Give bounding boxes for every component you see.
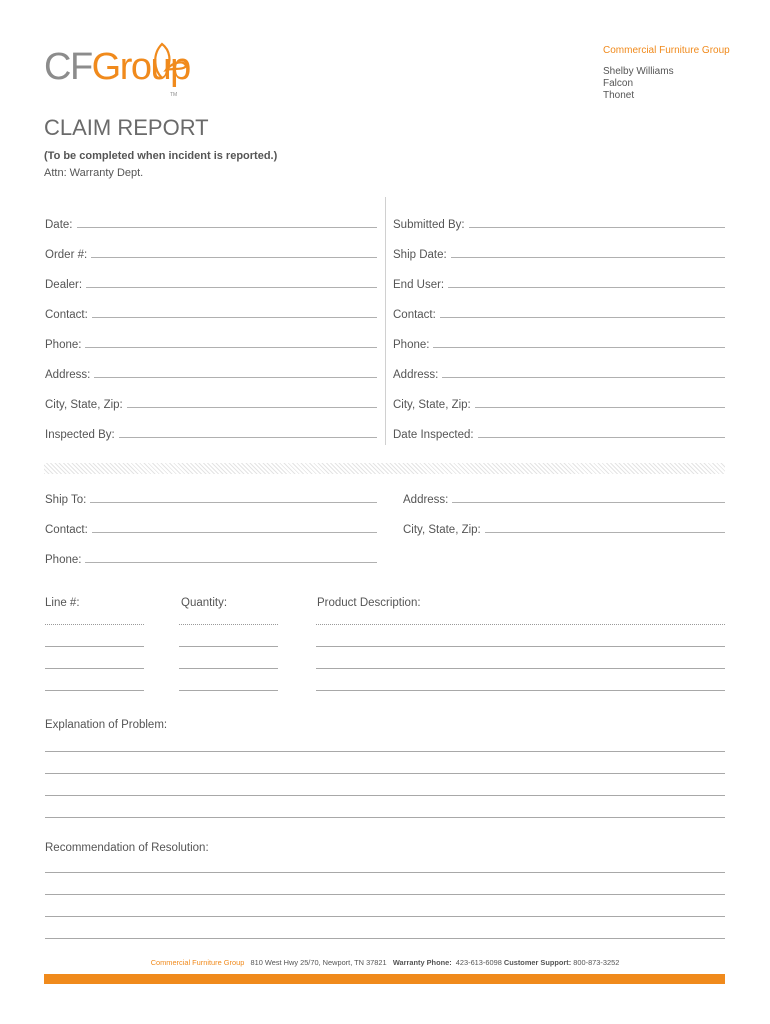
end-user-phone-label: Phone: — [393, 339, 430, 351]
order-number-field[interactable] — [45, 247, 377, 263]
logo-suffix: Group — [91, 46, 190, 88]
resolution-line-2[interactable] — [45, 894, 725, 895]
end-user-line[interactable] — [448, 277, 725, 288]
city-state-zip-line[interactable] — [127, 397, 377, 408]
quantity-row-1[interactable] — [179, 624, 278, 625]
contact-label: Contact: — [45, 309, 88, 321]
footer-support-label: Customer Support: — [503, 958, 572, 967]
end-user-field[interactable] — [393, 277, 725, 293]
ship-to-line[interactable] — [90, 492, 377, 503]
submitted-by-field[interactable] — [393, 217, 725, 233]
brand-shelby-williams: Shelby Williams — [603, 66, 674, 77]
line-number-header: Line #: — [45, 597, 80, 609]
end-user-address-label: Address: — [393, 369, 439, 381]
phone-label: Phone: — [45, 339, 82, 351]
explanation-line-3[interactable] — [45, 795, 725, 796]
quantity-row-4[interactable] — [179, 690, 278, 691]
footer-company: Commercial Furniture Group — [150, 958, 245, 967]
explanation-label: Explanation of Problem: — [45, 719, 168, 731]
date-line[interactable] — [77, 217, 378, 228]
product-description-header: Product Description: — [317, 597, 421, 609]
end-user-city-state-zip-label: City, State, Zip: — [393, 399, 471, 411]
inspected-by-label: Inspected By: — [45, 429, 115, 441]
date-inspected-field[interactable] — [393, 427, 725, 443]
ship-date-field[interactable] — [393, 247, 725, 263]
inspected-by-field[interactable] — [45, 427, 377, 443]
footer-warranty-phone: 423-613-6098 — [455, 958, 502, 967]
ship-city-state-zip-label: City, State, Zip: — [403, 524, 481, 536]
ship-phone-label: Phone: — [45, 554, 82, 566]
inspected-by-line[interactable] — [119, 427, 377, 438]
quantity-row-2[interactable] — [179, 646, 278, 647]
end-user-contact-label: Contact: — [393, 309, 436, 321]
ship-contact-label: Contact: — [45, 524, 88, 536]
resolution-label: Recommendation of Resolution: — [45, 842, 209, 854]
footer-accent-bar — [44, 974, 725, 984]
end-user-address-line[interactable] — [442, 367, 725, 378]
section-separator — [44, 463, 725, 474]
ship-to-field[interactable] — [45, 492, 377, 508]
ship-address-field[interactable] — [403, 492, 725, 508]
line-number-row-2[interactable] — [45, 646, 144, 647]
ship-date-label: Ship Date: — [393, 249, 447, 261]
end-user-city-state-zip-line[interactable] — [475, 397, 725, 408]
column-divider — [385, 197, 386, 445]
logo-prefix: CF — [44, 46, 92, 88]
order-number-line[interactable] — [91, 247, 377, 258]
footer-warranty-label: Warranty Phone: — [392, 958, 452, 967]
description-row-2[interactable] — [316, 646, 725, 647]
ship-to-label: Ship To: — [45, 494, 87, 506]
address-field[interactable] — [45, 367, 377, 383]
explanation-line-4[interactable] — [45, 817, 725, 818]
form-subtitle: (To be completed when incident is reported.) — [44, 150, 278, 162]
contact-line[interactable] — [92, 307, 377, 318]
end-user-contact-field[interactable] — [393, 307, 725, 323]
brand-thonet: Thonet — [603, 90, 635, 101]
ship-city-state-zip-field[interactable] — [403, 522, 725, 538]
ship-phone-line[interactable] — [85, 552, 377, 563]
description-row-3[interactable] — [316, 668, 725, 669]
end-user-address-field[interactable] — [393, 367, 725, 383]
end-user-phone-field[interactable] — [393, 337, 725, 353]
brand-falcon: Falcon — [603, 78, 634, 89]
footer-contact-line — [0, 958, 770, 967]
ship-contact-field[interactable] — [45, 522, 377, 538]
dealer-field[interactable] — [45, 277, 377, 293]
contact-field[interactable] — [45, 307, 377, 323]
line-number-row-4[interactable] — [45, 690, 144, 691]
attn-line: Attn: Warranty Dept. — [44, 167, 144, 179]
submitted-by-line[interactable] — [469, 217, 725, 228]
date-inspected-line[interactable] — [478, 427, 725, 438]
line-number-row-1[interactable] — [45, 624, 144, 625]
city-state-zip-label: City, State, Zip: — [45, 399, 123, 411]
footer-support-phone: 800-873-3252 — [573, 958, 620, 967]
ship-address-line[interactable] — [452, 492, 725, 503]
company-name: Commercial Furniture Group — [603, 45, 730, 56]
ship-contact-line[interactable] — [92, 522, 377, 533]
ship-phone-field[interactable] — [45, 552, 377, 568]
address-label: Address: — [45, 369, 91, 381]
submitted-by-label: Submitted By: — [393, 219, 465, 231]
phone-field[interactable] — [45, 337, 377, 353]
quantity-row-3[interactable] — [179, 668, 278, 669]
page-title: CLAIM REPORT — [44, 115, 209, 140]
explanation-line-2[interactable] — [45, 773, 725, 774]
phone-line[interactable] — [85, 337, 377, 348]
date-inspected-label: Date Inspected: — [393, 429, 474, 441]
end-user-city-state-zip-field[interactable] — [393, 397, 725, 413]
trademark-mark: TM — [170, 92, 178, 98]
footer-address: 810 West Hwy 25/70, Newport, TN 37821 — [250, 958, 387, 967]
quantity-header: Quantity: — [181, 597, 228, 609]
resolution-line-3[interactable] — [45, 916, 725, 917]
dealer-label: Dealer: — [45, 279, 83, 291]
date-label: Date: — [45, 219, 73, 231]
line-number-row-3[interactable] — [45, 668, 144, 669]
butterfly-logo-icon — [140, 40, 190, 82]
ship-city-state-zip-line[interactable] — [485, 522, 725, 533]
order-number-label: Order #: — [45, 249, 88, 261]
ship-address-label: Address: — [403, 494, 449, 506]
city-state-zip-field[interactable] — [45, 397, 377, 413]
resolution-line-1[interactable] — [45, 872, 725, 873]
date-field[interactable] — [45, 217, 377, 233]
explanation-line-1[interactable] — [45, 751, 725, 752]
ship-date-line[interactable] — [451, 247, 725, 258]
description-row-4[interactable] — [316, 690, 725, 691]
description-row-1[interactable] — [316, 624, 725, 625]
end-user-contact-line[interactable] — [440, 307, 725, 318]
end-user-label: End User: — [393, 279, 445, 291]
dealer-line[interactable] — [86, 277, 377, 288]
resolution-line-4[interactable] — [45, 938, 725, 939]
address-line[interactable] — [94, 367, 377, 378]
end-user-phone-line[interactable] — [433, 337, 725, 348]
